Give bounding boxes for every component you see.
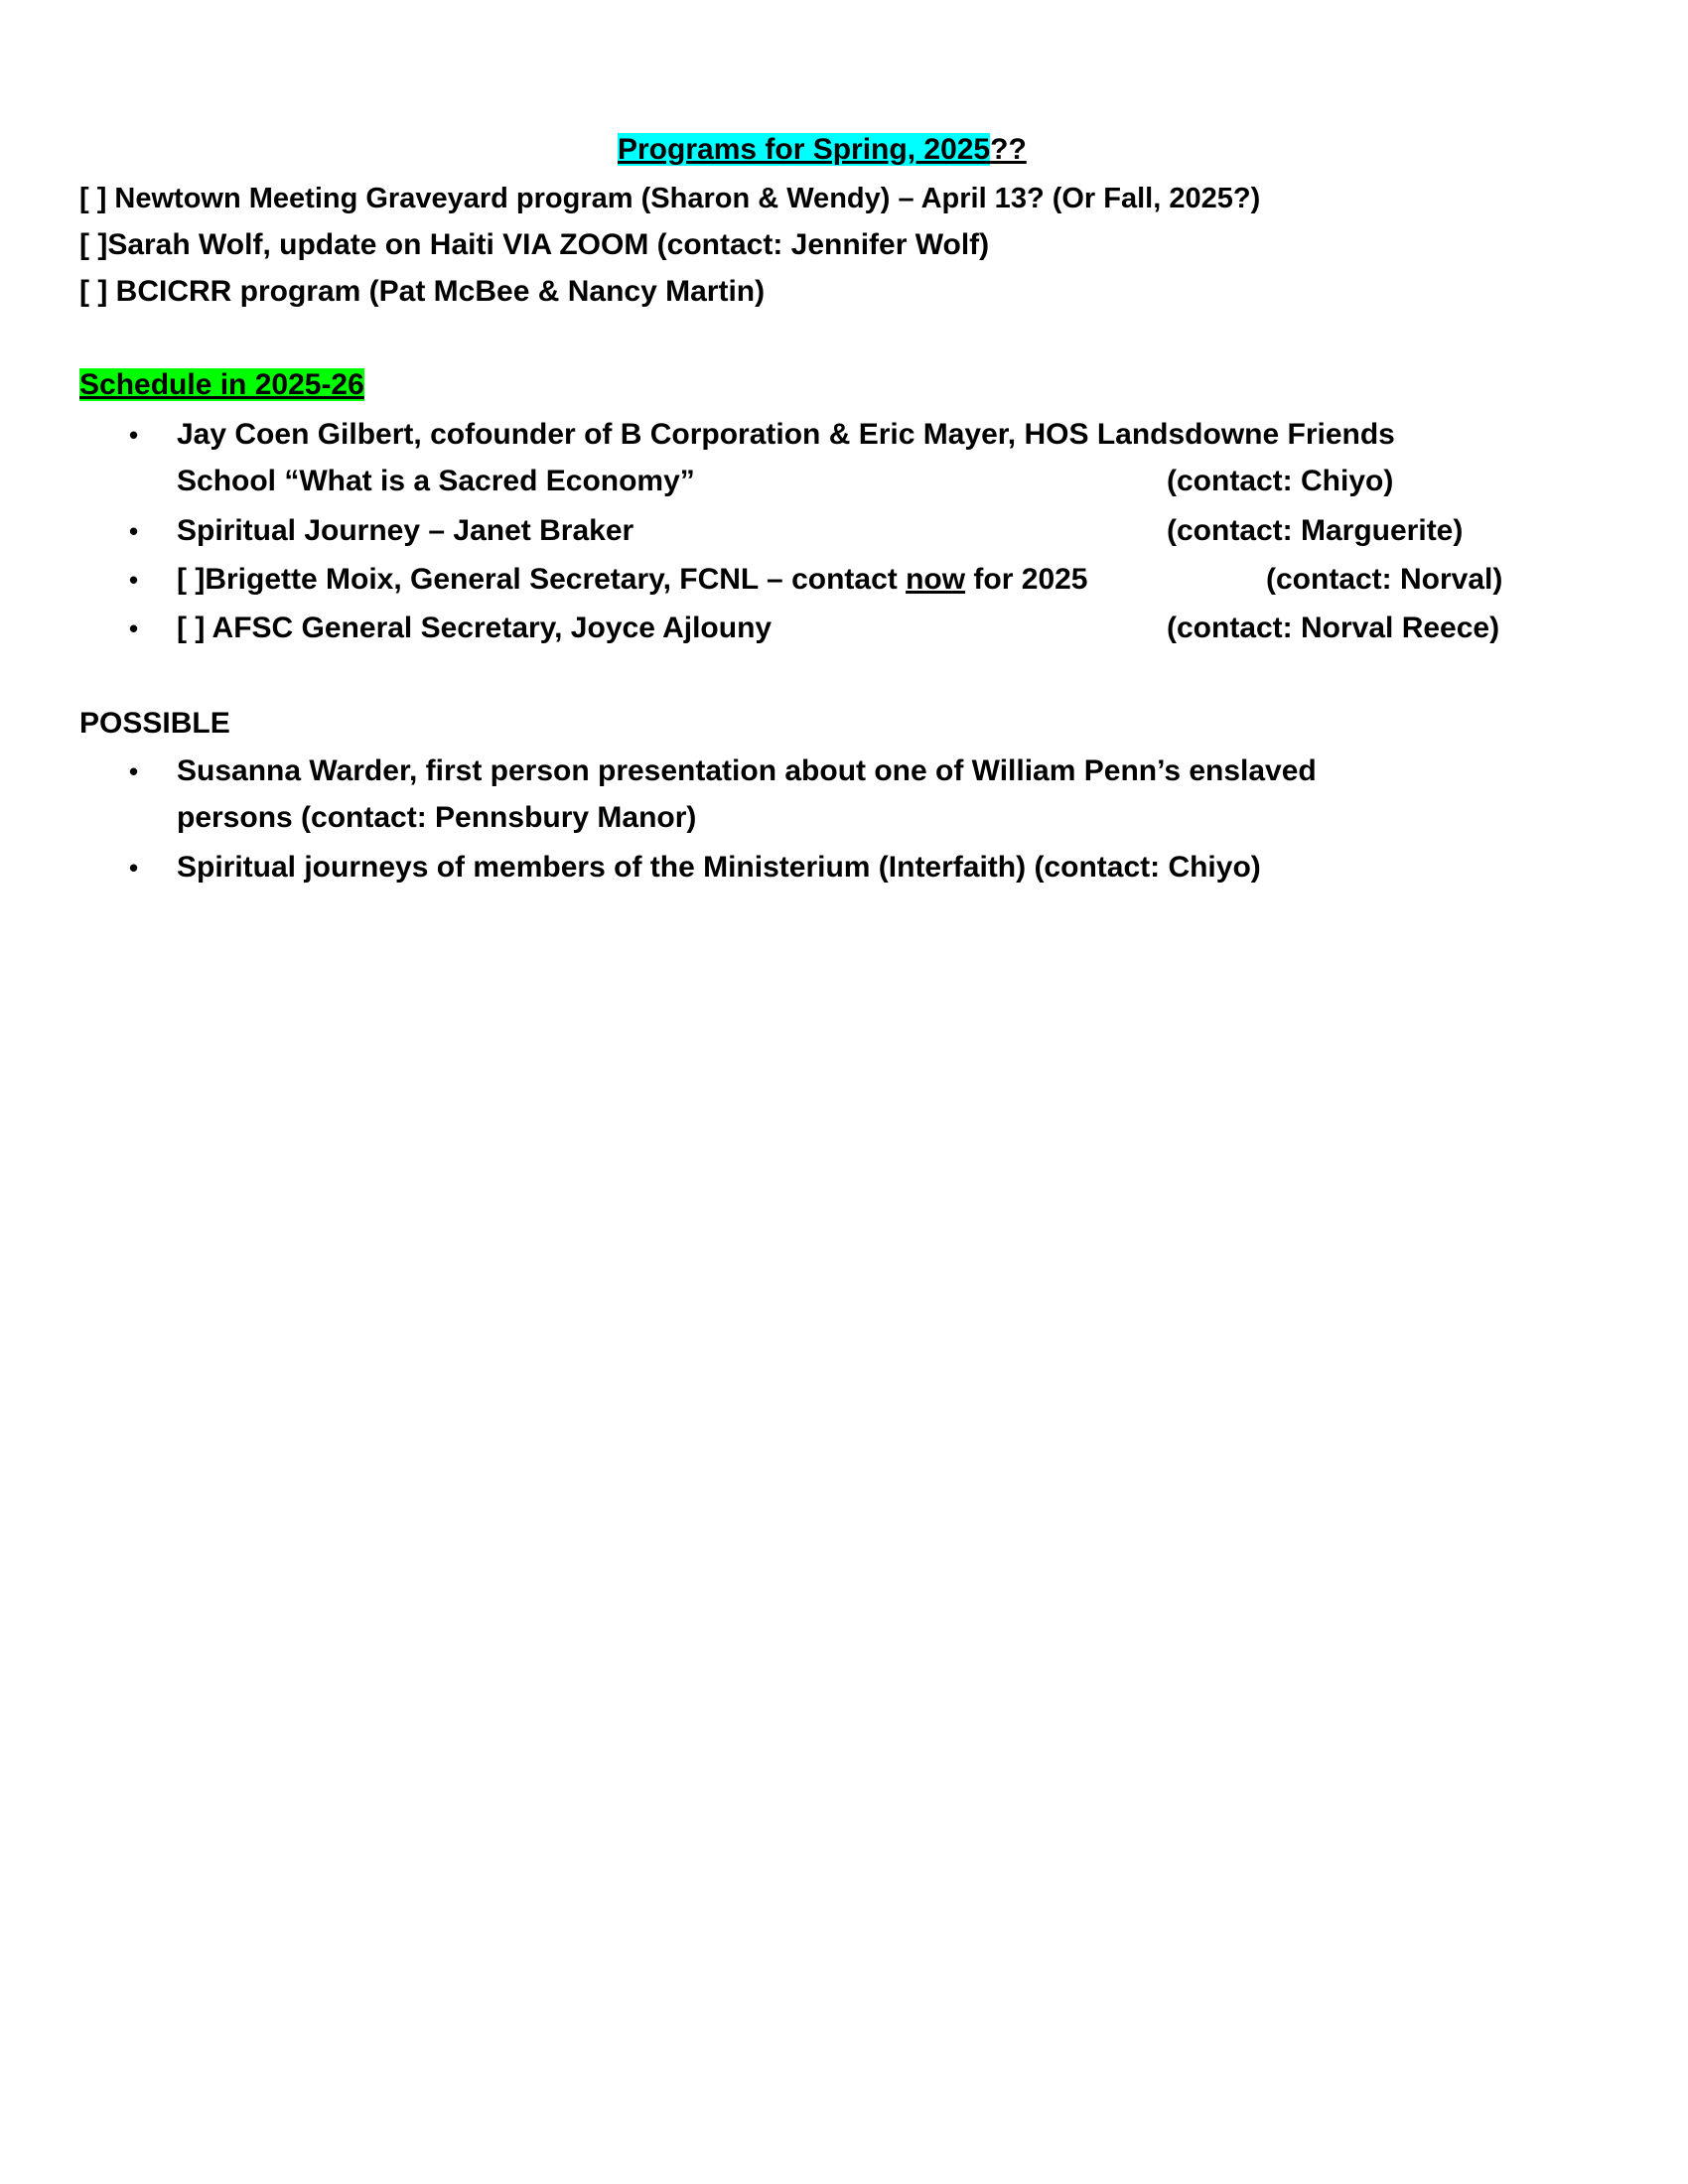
schedule-heading	[79, 365, 364, 405]
schedule-item-3-pre: [ ]Brigette Moix, General Secretary, FCNL – contact	[177, 563, 907, 596]
schedule-item-4-contact: (contact: Norval Reece)	[1167, 612, 1500, 644]
bullet-icon: •	[129, 516, 139, 546]
schedule-title: Schedule in 2025-26	[79, 368, 364, 401]
schedule-item-3-contact: (contact: Norval)	[1266, 563, 1503, 596]
possible-item-1-line1: Susanna Warder, first person presentation about one of William Penn’s enslaved	[177, 754, 1317, 787]
schedule-item-3-post: for 2025	[965, 563, 1088, 596]
bullet-icon: •	[129, 853, 139, 883]
schedule-item-1-line1: Jay Coen Gilbert, cofounder of B Corporation & Eric Mayer, HOS Landsdowne Friends	[177, 418, 1395, 451]
spring-item-1: [ ] Newtown Meeting Graveyard program (Sharon & Wendy) – April 13? (Or Fall, 2025?)	[79, 183, 1261, 214]
schedule-item-3-now: now	[906, 563, 966, 596]
schedule-item-4-line1: [ ] AFSC General Secretary, Joyce Ajlouny	[177, 612, 773, 644]
bullet-icon: •	[129, 420, 139, 450]
spring-heading	[618, 130, 1027, 170]
possible-item-1-line2: persons (contact: Pennsbury Manor)	[177, 801, 697, 834]
schedule-item-1-line2: School “What is a Sacred Economy”	[177, 465, 695, 497]
schedule-item-1-contact: (contact: Chiyo)	[1167, 465, 1394, 497]
bullet-icon: •	[129, 565, 139, 595]
schedule-item-3-line1	[177, 560, 1088, 600]
schedule-item-2-contact: (contact: Marguerite)	[1167, 514, 1464, 547]
bullet-icon: •	[129, 756, 139, 786]
possible-heading: POSSIBLE	[79, 707, 230, 740]
bullet-icon: •	[129, 614, 139, 643]
schedule-item-2-line1: Spiritual Journey – Janet Braker	[177, 514, 634, 547]
spring-title: Programs for Spring, 2025	[618, 133, 991, 166]
spring-item-3: [ ] BCICRR program (Pat McBee & Nancy Martin)	[79, 275, 766, 308]
possible-item-2-line1: Spiritual journeys of members of the Ministerium (Interfaith) (contact: Chiyo)	[177, 851, 1261, 884]
spring-item-2: [ ]Sarah Wolf, update on Haiti VIA ZOOM (contact: Jennifer Wolf)	[79, 228, 990, 261]
spring-title-suffix: ??	[990, 133, 1027, 166]
